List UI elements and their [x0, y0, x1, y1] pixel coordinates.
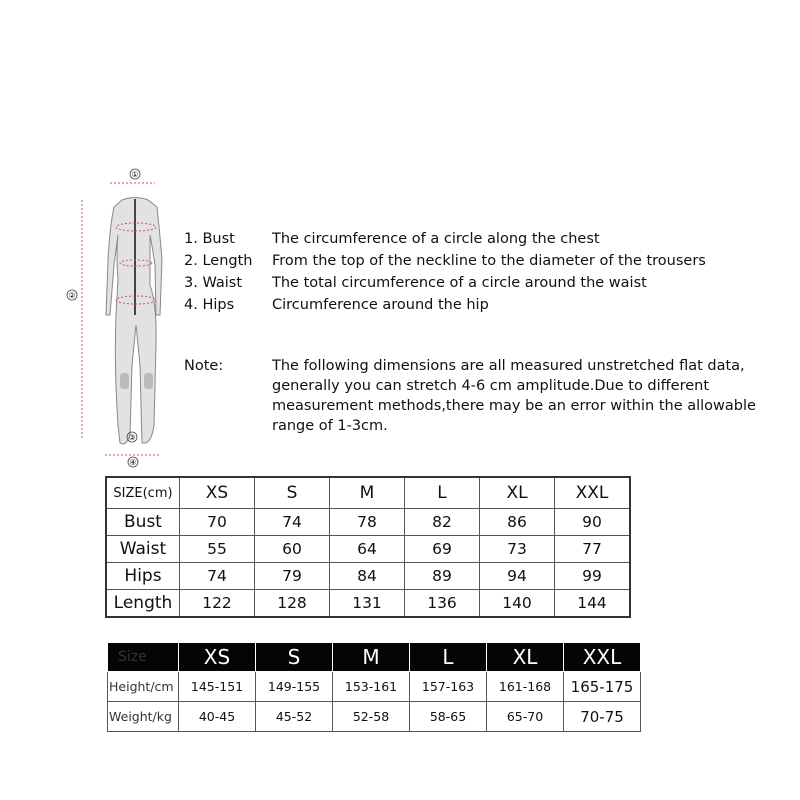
definition-desc: From the top of the neckline to the diameter of the trousers: [272, 253, 706, 269]
wetsuit-figure: [60, 165, 180, 470]
table-cell: 94: [480, 563, 555, 590]
table-cell: 128: [255, 590, 330, 618]
table-cell: 70: [180, 509, 255, 536]
header-cell: S: [255, 477, 330, 509]
header-cell: S: [256, 643, 333, 672]
table-cell: 79: [255, 563, 330, 590]
table-cell: 86: [480, 509, 555, 536]
marker-2: ②: [68, 291, 76, 300]
definition-desc: The total circumference of a circle around the waist: [272, 275, 647, 291]
table-cell: 77: [555, 536, 631, 563]
note-line: generally you can stretch 4-6 cm amplitude.Due to different: [272, 378, 710, 394]
table-header-row: [108, 643, 641, 672]
definition-term: 2. Length: [184, 253, 253, 269]
header-cell: XS: [180, 477, 255, 509]
measurement-definitions: [184, 228, 706, 316]
header-cell: Size: [108, 643, 179, 672]
table-cell: 144: [555, 590, 631, 618]
definition-waist: [184, 272, 706, 294]
table-cell: 140: [480, 590, 555, 618]
table-cell: 84: [330, 563, 405, 590]
definition-term: 1. Bust: [184, 231, 235, 247]
table-cell: 131: [330, 590, 405, 618]
header-cell: XXL: [555, 477, 631, 509]
table-row: [108, 672, 641, 702]
table-cell: 161-168: [487, 672, 564, 702]
measurement-note: [184, 356, 756, 436]
table-cell: 55: [180, 536, 255, 563]
header-cell: XL: [480, 477, 555, 509]
table-cell: 82: [405, 509, 480, 536]
header-cell: L: [405, 477, 480, 509]
table-cell: 149-155: [256, 672, 333, 702]
row-label: Bust: [106, 509, 180, 536]
row-label: Hips: [106, 563, 180, 590]
row-label: Weight/kg: [108, 702, 179, 732]
note-line: The following dimensions are all measured unstretched flat data,: [272, 358, 745, 374]
fit-guide-table: [107, 642, 641, 732]
definition-length: [184, 250, 706, 272]
table-cell: 145-151: [179, 672, 256, 702]
table-cell: 52-58: [333, 702, 410, 732]
header-cell: XS: [179, 643, 256, 672]
definition-desc: Circumference around the hip: [272, 297, 489, 313]
header-cell: M: [333, 643, 410, 672]
table-cell: 136: [405, 590, 480, 618]
header-cell: SIZE(cm): [106, 477, 180, 509]
table-cell: 70-75: [564, 702, 641, 732]
marker-4: ④: [129, 458, 137, 467]
table-row: [106, 563, 630, 590]
wetsuit-illustration: [60, 165, 180, 470]
definition-term: 4. Hips: [184, 297, 235, 313]
size-chart-table: [105, 476, 631, 618]
table-cell: 122: [180, 590, 255, 618]
marker-3: ③: [128, 433, 136, 442]
header-cell: XL: [487, 643, 564, 672]
table-cell: 74: [255, 509, 330, 536]
marker-1: ①: [131, 170, 139, 179]
header-cell: XXL: [564, 643, 641, 672]
table-cell: 157-163: [410, 672, 487, 702]
row-label: Length: [106, 590, 180, 618]
table-cell: 153-161: [333, 672, 410, 702]
definition-hips: [184, 294, 706, 316]
note-line: measurement methods,there may be an error within the allowable: [272, 398, 756, 414]
table-cell: 58-65: [410, 702, 487, 732]
table-cell: 69: [405, 536, 480, 563]
table-cell: 74: [180, 563, 255, 590]
definition-desc: The circumference of a circle along the chest: [272, 231, 600, 247]
note-label: Note:: [184, 358, 224, 374]
definition-term: 3. Waist: [184, 275, 243, 291]
table-row: [106, 509, 630, 536]
note-text: [272, 356, 756, 436]
table-cell: 65-70: [487, 702, 564, 732]
header-cell: L: [410, 643, 487, 672]
header-cell: M: [330, 477, 405, 509]
table-row: [106, 590, 630, 618]
row-label: Height/cm: [108, 672, 179, 702]
table-cell: 78: [330, 509, 405, 536]
table-cell: 99: [555, 563, 631, 590]
table-cell: 89: [405, 563, 480, 590]
table-cell: 40-45: [179, 702, 256, 732]
table-cell: 60: [255, 536, 330, 563]
table-cell: 90: [555, 509, 631, 536]
table-row: [108, 702, 641, 732]
table-row: [106, 536, 630, 563]
table-cell: 73: [480, 536, 555, 563]
table-cell: 45-52: [256, 702, 333, 732]
table-cell: 165-175: [564, 672, 641, 702]
table-header-row: [106, 477, 630, 509]
table-cell: 64: [330, 536, 405, 563]
note-line: range of 1-3cm.: [272, 418, 388, 434]
definition-bust: [184, 228, 706, 250]
row-label: Waist: [106, 536, 180, 563]
